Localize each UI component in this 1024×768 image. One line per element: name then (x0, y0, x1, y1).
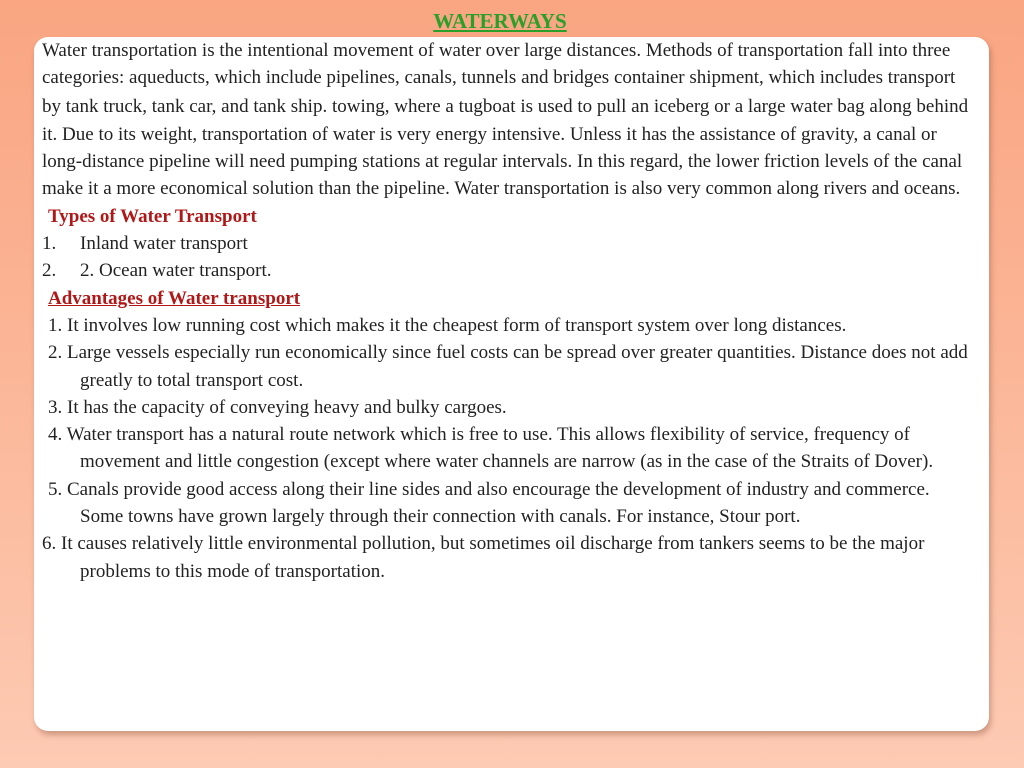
intro-text-3: container shipment, which includes transport by tank truck, tank car, and tank ship. (42, 67, 956, 117)
intro-text-4: towing, where a tugboat is used to pull an iceberg or a large water bag along behind it. Due to its weight, transportation of water is very energy intensive. Unless it has the assistance of gravity, a canal or long-distance pipeline will need pumping stations at regular intervals. In this regard, the lower friction levels of the canal make it a more economical solution than the pipeline. Water transportation is also very common along rivers and oceans. (42, 95, 969, 200)
page-title: WATERWAYS (433, 9, 567, 33)
intro-text-2: aqueducts, which include pipelines, canals, tunnels and bridges (129, 67, 614, 89)
list-item (42, 230, 972, 257)
types-list (42, 230, 972, 285)
list-number: 2. (42, 260, 57, 282)
advantage-item: 6. It causes relatively little environmental pollution, but sometimes oil discharge from tankers seems to be the major problems to this mode of transportation. (42, 533, 925, 582)
list-text: 2. Ocean water transport. (80, 260, 272, 282)
intro-text-1: Water transportation is the intentional movement of water over large distances. Methods of transportation fall into three categories: (42, 40, 951, 89)
content-body (42, 37, 972, 585)
advantages-heading: Advantages of Water transport (48, 287, 301, 309)
list-text: Inland water transport (80, 233, 248, 255)
intro-paragraph (42, 37, 972, 203)
advantage-item: 2. Large vessels especially run economically since fuel costs can be spread over greater quantities. Distance does not add greatly to total transport cost. (48, 342, 968, 391)
list-number: 1. (42, 233, 57, 255)
advantage-item: 5. Canals provide good access along their line sides and also encourage the development of industry and commerce. Some towns have grown largely through their connection with canals. For instance, Stour port. (48, 478, 930, 528)
types-heading: Types of Water Transport (48, 205, 257, 227)
advantage-item: 3. It has the capacity of conveying heavy and bulky cargoes. (48, 396, 507, 418)
list-item (42, 257, 972, 284)
advantage-item: 1. It involves low running cost which makes it the cheapest form of transport system over long distances. (48, 314, 847, 336)
advantage-item: 4. Water transport has a natural route network which is free to use. This allows flexibility of service, frequency of movement and little congestion (except where water channels are narrow (as in the case of the Straits of Dover). (48, 424, 934, 473)
